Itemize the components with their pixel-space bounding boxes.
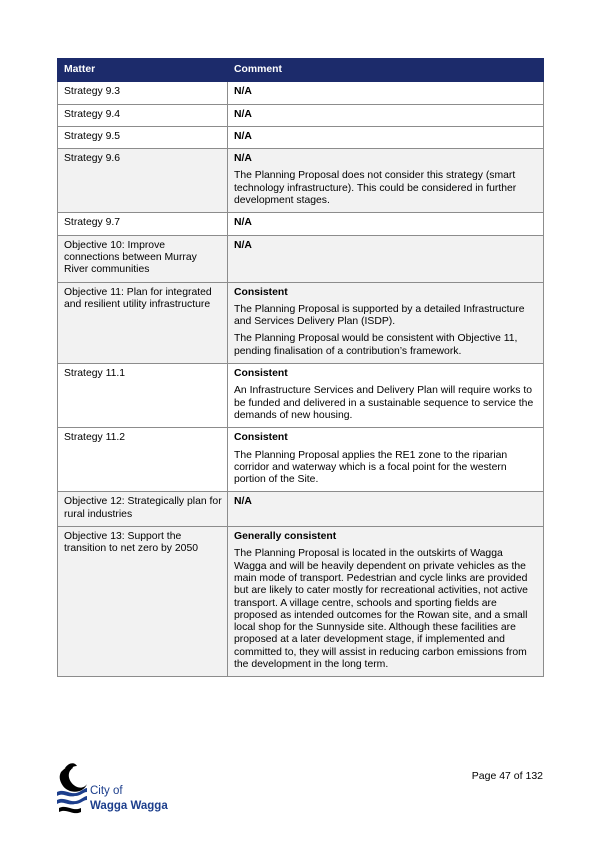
matter-cell: Strategy 11.1 (58, 364, 228, 428)
status-label: Consistent (234, 368, 288, 380)
status-label: Consistent (234, 286, 288, 298)
status-label: N/A (234, 217, 252, 229)
table-row (58, 235, 544, 282)
comment-cell (228, 364, 544, 428)
matter-cell: Strategy 9.4 (58, 104, 228, 126)
table-row (58, 364, 544, 428)
table-row (58, 428, 544, 492)
status-label: N/A (234, 130, 252, 142)
matter-cell: Objective 10: Improve connections between Murray River communities (58, 235, 228, 282)
comment-paragraph: The Planning Proposal does not consider this strategy (smart technology infrastructure). This could be considered in further development stages. (234, 170, 517, 207)
comment-paragraph: An Infrastructure Services and Delivery Plan will require works to be funded and delivered in a sustainable sequence to service the demands of new housing. (234, 385, 534, 421)
matter-cell: Objective 11: Plan for integrated and resilient utility infrastructure (58, 282, 228, 363)
table-row (58, 492, 544, 527)
table-row (58, 282, 544, 363)
header-comment: Comment (228, 59, 544, 82)
comment-cell (228, 213, 544, 235)
comment-cell (228, 104, 544, 126)
comment-cell (228, 492, 544, 527)
matter-cell: Strategy 9.7 (58, 213, 228, 235)
matter-cell: Objective 12: Strategically plan for rural industries (58, 492, 228, 527)
strategy-matrix-table (57, 58, 544, 677)
table-body (58, 82, 544, 677)
status-label: Generally consistent (234, 531, 337, 543)
status-label: Consistent (234, 432, 288, 444)
comment-paragraph: The Planning Proposal is located in the outskirts of Wagga Wagga and will be heavily dependent on private vehicles as the main mode of transport. Pedestrian and cycle links are provided but are likely to cater mostly for recreational activities, not active transport. A village centre, schools and sporting fields are proposed as intended outcomes for the Rowan site, and a small local shop for the Sunnyside site. Although these facilities are proposed at a later development stage, if implemented and committed to, they will assist in reducing carbon emissions from the development in the long term. (234, 548, 528, 670)
comment-paragraph: The Planning Proposal applies the RE1 zone to the riparian corridor and waterway which is a focal point for the western portion of the Site. (234, 449, 508, 486)
table-row (58, 126, 544, 148)
status-label: N/A (234, 239, 252, 251)
comment-cell (228, 235, 544, 282)
table-header-row (58, 59, 544, 82)
table-row (58, 213, 544, 235)
status-label: N/A (234, 86, 252, 98)
comment-cell (228, 428, 544, 492)
matter-cell: Objective 13: Support the transition to net zero by 2050 (58, 527, 228, 677)
header-matter: Matter (58, 59, 228, 82)
comment-cell (228, 82, 544, 104)
matter-cell: Strategy 11.2 (58, 428, 228, 492)
status-label: N/A (234, 108, 252, 120)
page-number: Page 47 of 132 (471, 770, 543, 782)
comment-paragraph: The Planning Proposal is supported by a detailed Infrastructure and Services Delivery Plan (ISDP). (234, 303, 525, 328)
table-row (58, 104, 544, 126)
comment-cell (228, 282, 544, 363)
logo-text-wagga-wagga: Wagga Wagga (90, 800, 168, 812)
table-row (58, 82, 544, 104)
comment-cell (228, 149, 544, 213)
comment-cell (228, 126, 544, 148)
status-label: N/A (234, 153, 252, 165)
table-row (58, 527, 544, 677)
matter-cell: Strategy 9.6 (58, 149, 228, 213)
comment-paragraph: The Planning Proposal would be consistent with Objective 11, pending finalisation of a contribution’s framework. (234, 333, 518, 357)
comment-cell (228, 527, 544, 677)
matter-cell: Strategy 9.5 (58, 126, 228, 148)
matter-cell: Strategy 9.3 (58, 82, 228, 104)
table-row (58, 149, 544, 213)
status-label: N/A (234, 496, 252, 508)
logo-text-city-of: City of (90, 785, 123, 797)
